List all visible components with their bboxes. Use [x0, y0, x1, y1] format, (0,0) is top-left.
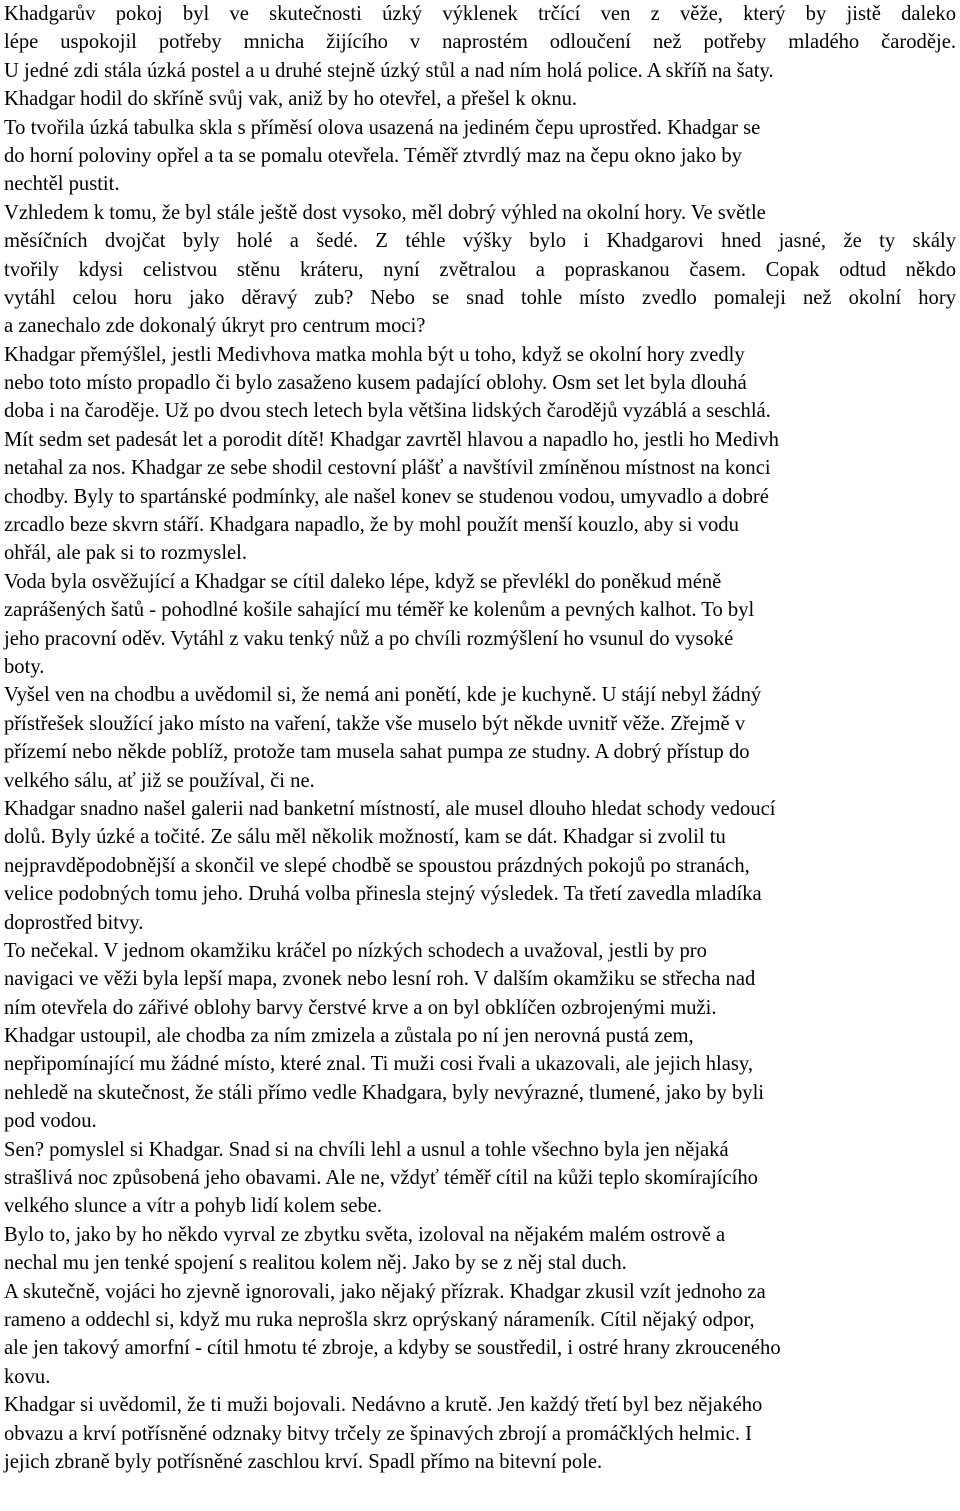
- text-line: tvořily kdysi celistvou stěnu kráteru, nyní zvětralou a popraskanou časem. Copak odtud někdo: [4, 258, 956, 281]
- text-line: velkého slunce a vítr a pohyb lidí kolem sebe.: [4, 1195, 383, 1218]
- text-line: obvazu a krví potřísněné odznaky bitvy trčely ze špinavých zbrojí a promáčklých helmic. I: [4, 1422, 752, 1445]
- text-line: vytáhl celou horu jako děravý zub? Nebo se snad tohle místo zvedlo pomaleji než okolní hory: [4, 286, 956, 309]
- text-line: Vzhledem k tomu, že byl stále ještě dost vysoko, měl dobrý výhled na okolní hory. Ve světle: [4, 201, 766, 224]
- text-line: nechal mu jen tenké spojení s realitou kolem něj. Jako by se z něj stal duch.: [4, 1252, 627, 1275]
- text-line: zaprášených šatů - pohodlné košile sahající mu téměř ke kolenům a pevných kalhot. To byl: [4, 599, 755, 622]
- text-line: nechtěl pustit.: [4, 173, 120, 196]
- text-line: Vyšel ven na chodbu a uvědomil si, že nemá ani ponětí, kde je kuchyně. U stájí nebyl žádný: [4, 684, 762, 707]
- text-line: pod vodou.: [4, 1110, 97, 1133]
- text-line: navigaci ve věži byla lepší mapa, zvonek nebo lesní roh. V dalším okamžiku se střecha nad: [4, 968, 756, 991]
- text-line: rameno a oddechl si, když mu ruka neprošla skrz oprýskaný nárameník. Cítil nějaký odpor,: [4, 1308, 755, 1331]
- text-line: ním otevřela do zářivé oblohy barvy čerstvé krve a on byl obklíčen ozbrojenými muži.: [4, 996, 717, 1019]
- text-line: Voda byla osvěžující a Khadgar se cítil daleko lépe, když se převlékl do poněkud méně: [4, 570, 722, 593]
- text-line: jeho pracovní oděv. Vytáhl z vaku tenký nůž a po chvíli rozmýšlení ho vsunul do vysoké: [4, 627, 734, 650]
- text-line: U jedné zdi stála úzká postel a u druhé stejně úzký stůl a nad ním holá police. A skříň na šaty.: [4, 59, 774, 82]
- text-line: zrcadlo beze skvrn stáří. Khadgara napadlo, že by mohl použít menší kouzlo, aby si vodu: [4, 514, 739, 537]
- text-line: Khadgarův pokoj byl ve skutečnosti úzký výklenek trčící ven z věže, který by jistě daleko: [4, 3, 956, 25]
- text-line: To tvořila úzká tabulka skla s příměsí olova usazená na jediném čepu uprostřed. Khadgar se: [4, 116, 761, 139]
- text-line: do horní poloviny opřel a ta se pomalu otevřela. Téměř ztvrdlý maz na čepu okno jako by: [4, 144, 742, 167]
- text-line: ale jen takový amorfní - cítil hmotu té zbroje, a kdyby se soustředil, i ostré hrany zkrouceného: [4, 1337, 781, 1360]
- text-line: velkého sálu, ať již se používal, či ne.: [4, 769, 315, 792]
- text-line: Sen? pomyslel si Khadgar. Snad si na chvíli lehl a usnul a tohle všechno byla jen nějaká: [4, 1138, 729, 1161]
- text-line: netahal za nos. Khadgar ze sebe shodil cestovní plášť a navštívil zmíněnou místnost na konci: [4, 457, 771, 480]
- text-line: ohřál, ale pak si to rozmyslel.: [4, 542, 248, 565]
- text-line: nepřipomínající mu žádné místo, které znal. Ti muži cosi řvali a ukazovali, ale jejich hlasy,: [4, 1053, 753, 1076]
- text-line: Khadgar hodil do skříně svůj vak, aniž by ho otevřel, a přešel k oknu.: [4, 88, 578, 111]
- text-line: nejpravděpodobnější a skončil ve slepé chodbě se spoustou prázdných pokojů po stranách,: [4, 854, 750, 877]
- text-line: Khadgar si uvědomil, že ti muži bojovali. Nedávno a krutě. Jen každý třetí byl bez nějakého: [4, 1394, 763, 1417]
- text-line: nebo toto místo propadlo či bylo zasaženo kusem padající oblohy. Osm set let byla dlouhá: [4, 372, 747, 395]
- text-line: lépe uspokojil potřeby mnicha žijícího v naprostém odloučení než potřeby mladého čaroděje.: [4, 31, 956, 54]
- text-line: kovu.: [4, 1365, 51, 1388]
- text-body: [4, 0, 956, 1476]
- text-line: nehledě na skutečnost, že stáli přímo vedle Khadgara, byly nevýrazné, tlumené, jako by byli: [4, 1081, 765, 1104]
- text-line: Khadgar přemýšlel, jestli Medivhova matka mohla být u toho, když se okolní hory zvedly: [4, 343, 745, 366]
- text-line: boty.: [4, 655, 45, 678]
- text-line: velice podobných tomu jeho. Druhá volba přinesla stejný výsledek. Ta třetí zavedla mladíka: [4, 883, 762, 906]
- text-line: jejich zbraně byly potřísněné zaschlou krví. Spadl přímo na bitevní pole.: [4, 1450, 603, 1473]
- text-line: přízemí nebo někde poblíž, protože tam musela sahat pumpa ze studny. A dobrý přístup do: [4, 741, 750, 764]
- text-line: Khadgar ustoupil, ale chodba za ním zmizela a zůstala po ní jen nerovná pustá zem,: [4, 1025, 694, 1048]
- text-line: Mít sedm set padesát let a porodit dítě! Khadgar zavrtěl hlavou a napadlo ho, jestli ho Medivh: [4, 428, 779, 451]
- text-line: doba i na čaroděje. Už po dvou stech letech byla většina lidských čarodějů vyzáblá a seschlá.: [4, 400, 771, 423]
- text-line: chodby. Byly to spartánské podmínky, ale našel konev se studenou vodou, umyvadlo a dobré: [4, 485, 769, 508]
- text-line: strašlivá noc způsobená jeho obavami. Ale ne, vždyť téměř cítil na kůži teplo skomírajícího: [4, 1167, 758, 1190]
- text-line: A skutečně, vojáci ho zjevně ignorovali, jako nějaký přízrak. Khadgar zkusil vzít jednoho za: [4, 1280, 766, 1303]
- text-line: měsíčních dvojčat byly holé a šedé. Z téhle výšky bylo i Khadgarovi hned jasné, že ty skály: [4, 230, 956, 253]
- text-line: a zanechalo zde dokonalý úkryt pro centrum moci?: [4, 315, 426, 338]
- text-line: Khadgar snadno našel galerii nad banketní místností, ale musel dlouho hledat schody vedoucí: [4, 797, 776, 820]
- text-line: doprostřed bitvy.: [4, 911, 144, 934]
- text-line: To nečekal. V jednom okamžiku kráčel po nízkých schodech a uvažoval, jestli by pro: [4, 939, 707, 962]
- text-line: přístřešek sloužící jako místo na vaření, takže vše muselo být někde uvnitř věže. Zřejmě v: [4, 712, 746, 735]
- text-line: dolů. Byly úzké a točité. Ze sálu měl několik možností, kam se dát. Khadgar si zvolil tu: [4, 826, 726, 849]
- text-line: Bylo to, jako by ho někdo vyrval ze zbytku světa, izoloval na nějakém malém ostrově a: [4, 1223, 726, 1246]
